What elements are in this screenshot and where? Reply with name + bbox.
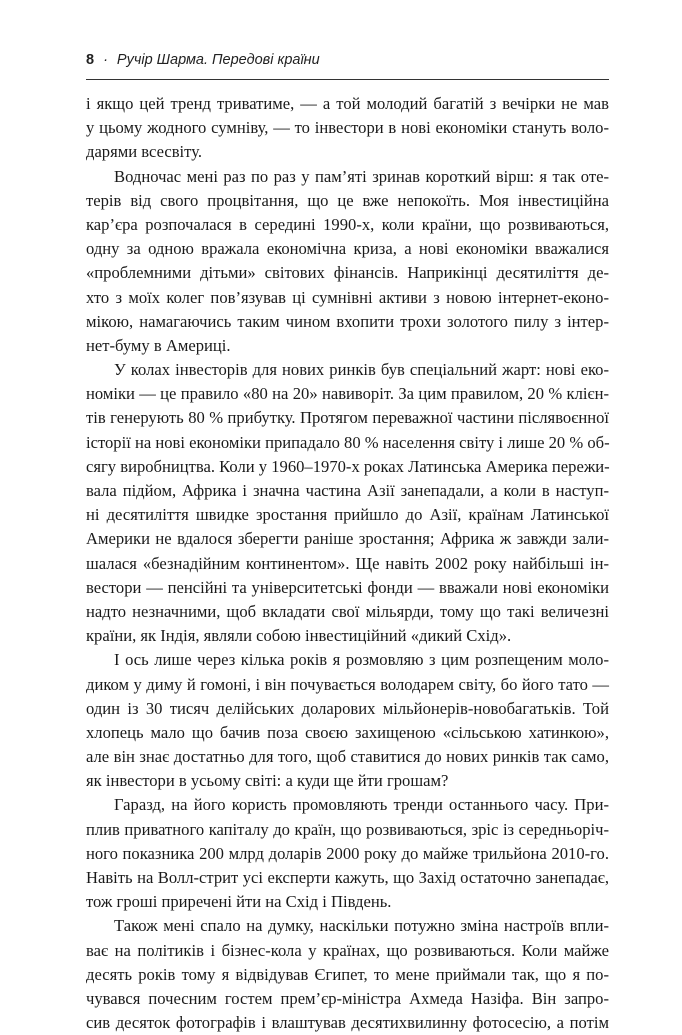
text-line: номіки — це правило «80 на 20» навиворіт. За цим правилом, 20 % клієн- <box>86 384 609 404</box>
text-line: мікою, намагаючись таким чином вхопити трохи золотого пилу з інтер- <box>86 311 609 331</box>
running-title: Ручір Шарма. Передові країни <box>116 52 320 68</box>
text-line: кар’єра розпочалася в середині 1990-х, коли країни, що розвиваються, <box>86 214 609 234</box>
text-line: шалася «безнадійним континентом». Ще навіть 2002 року найбільші ін- <box>86 553 609 573</box>
text-line: «проблемними дітьми» світових фінансів. Наприкінці десятиліття де- <box>86 263 609 283</box>
text-line: хто з моїх колег пов’язував ці сумнівні активи з новою інтернет-еконо- <box>86 287 609 307</box>
text-line: Навіть на Волл-стрит усі експерти кажуть, що Захід остаточно занепадає, <box>86 868 609 887</box>
text-line: тів генерують 80 % прибутку. Протягом переважної частини післявоєнної <box>86 408 609 428</box>
text-line: сягу виробництва. Коли у 1960–1970-х роках Латинська Америка пережи- <box>86 456 610 476</box>
text-line: як інвестори в усьому світі: а куди ще йти грошам? <box>86 771 449 791</box>
text-line: одну за одною вражала економічна криза, а нові економіки вважалися <box>86 239 609 259</box>
text-line: але він знає достатньо для того, щоб ставитися до нових ринків так само, <box>86 747 609 767</box>
text-line: ні десятиліття швидке зростання прийшло до Азії, країнам Латинської <box>86 505 609 525</box>
paragraph <box>86 358 609 648</box>
paragraph <box>86 92 609 165</box>
text-line: вестори — пенсійні та університетські фонди — вважали нові економіки <box>86 577 609 597</box>
text-line: у цьому жодного сумніву, — то інвестори в нові економіки стануть воло- <box>86 118 609 138</box>
text-line: десять років тому я відвідував Єгипет, то мене приймали так, що я по- <box>86 964 609 984</box>
text-line: Також мені спало на думку, наскільки потужно зміна настроїв впли- <box>114 916 609 936</box>
text-line: Гаразд, на його користь промовляють тренди останнього часу. При- <box>114 795 609 815</box>
text-line: нет-буму в Америці. <box>86 335 231 355</box>
header-separator: · <box>103 52 108 68</box>
text-line: чувався почесним гостем прем’єр-міністра Ахмеда Назіфа. Він запро- <box>86 988 609 1008</box>
text-line: терів від свого процвітання, що це вже непокоїть. Моя інвестиційна <box>86 190 609 210</box>
text-line: Водночас мені раз по раз у пам’яті зринав короткий вірш: я так оте- <box>114 166 609 186</box>
text-line: вала підйом, Африка і значна частина Азії занепадали, а коли в наступ- <box>86 481 609 500</box>
paragraph <box>86 793 609 914</box>
text-line: І ось лише через кілька років я розмовляю з цим розпещеним моло- <box>114 650 609 670</box>
text-line: історії на нові економіки припадало 80 % населення світу і лише 20 % об- <box>86 432 610 452</box>
text-line: плив приватного капіталу до країн, що розвиваються, зріс із середньоріч- <box>86 819 609 839</box>
text-line: і якщо цей тренд триватиме, — а той молодий багатій з вечірки не мав <box>86 94 609 113</box>
text-line: один із 30 тисяч делійських доларових мільйонерів-новобагатьків. Той <box>86 698 609 718</box>
text-line: Америки не вдалося зберегти раніше зростання; Африка ж завжди зали- <box>86 529 609 549</box>
paragraph <box>86 914 609 1035</box>
header-rule <box>86 79 609 80</box>
page-number: 8 <box>86 52 95 68</box>
paragraph <box>86 648 609 793</box>
text-line: країни, як Індія, являли собою інвестиційний «дикий Схід». <box>86 626 512 646</box>
text-line: ває на політиків і бізнес-кола у країнах, що розвиваються. Коли майже <box>86 940 609 960</box>
text-line: надто незначними, щоб вкладати свої мільярди, тому що такі величезні <box>86 601 609 621</box>
text-line: диком у диму й гомоні, і він почувається володарем світу, бо його тато — <box>86 674 609 694</box>
text-line: дарями всесвіту. <box>86 142 202 162</box>
text-line: ного показника 200 млрд доларів 2000 року до майже трильйона 2010-го. <box>86 843 609 863</box>
text-line: хлопець мало що бачив поза своєю захищеною «сільською хатинкою», <box>86 722 609 742</box>
text-line: тож гроші приречені йти на Схід і Південь. <box>86 892 392 912</box>
body-text <box>86 92 609 1035</box>
running-head <box>86 52 320 68</box>
paragraph <box>86 165 609 359</box>
text-line: У колах інвесторів для нових ринків був спеціальний жарт: нові еко- <box>114 360 609 380</box>
text-line: сив десяток фотографів і влаштував десятихвилинну фотосесію, а потім <box>86 1013 609 1033</box>
